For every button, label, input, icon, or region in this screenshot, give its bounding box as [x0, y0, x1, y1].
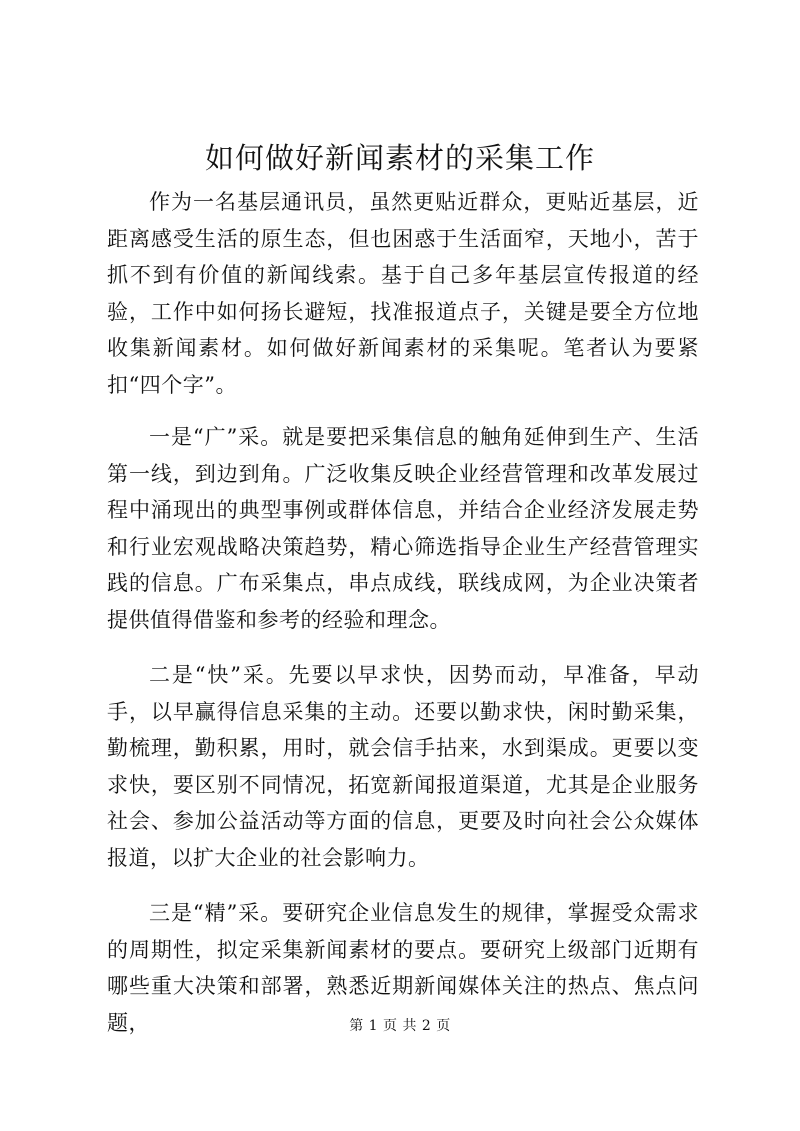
- page-number-footer: 第 1 页 共 2 页: [349, 1018, 451, 1034]
- document-body: [107, 184, 699, 1060]
- paragraph-intro: 作为一名基层通讯员，虽然更贴近群众，更贴近基层，近距离感受生活的原生态，但也困惑于生活面窄，天地小，苦于抓不到有价值的新闻线索。基于自己多年基层宣传报道的经验，工作中如何扬长避短，找准报道点子，关键是要全方位地收集新闻素材。如何做好新闻素材的采集呢。笔者认为要紧扣“四个字”。: [107, 190, 699, 397]
- paragraph-jing: 三是“精”采。要研究企业信息发生的规律，掌握受众需求的周期性，拟定采集新闻素材的要点。要研究上级部门近期有哪些重大决策和部署，熟悉近期新闻媒体关注的热点、焦点问题，: [107, 901, 699, 1035]
- document-title: 如何做好新闻素材的采集工作: [204, 141, 595, 175]
- paragraph-guang: 一是“广”采。就是要把采集信息的触角延伸到生产、生活第一线，到边到角。广泛收集反映企业经营管理和改革发展过程中涌现出的典型事例或群体信息，并结合企业经济发展走势和行业宏观战略决策趋势，精心筛选指导企业生产经营管理实践的信息。广布采集点，串点成线，联线成网，为企业决策者提供值得借鉴和参考的经验和理念。: [107, 425, 699, 632]
- paragraph-kuai: 二是“快”采。先要以早求快，因势而动，早准备，早动手，以早赢得信息采集的主动。还要以勤求快，闲时勤采集，勤梳理，勤积累，用时，就会信手拈来，水到渠成。更要以变求快，要区别不同情况，拓宽新闻报道渠道，尤其是企业服务社会、参加公益活动等方面的信息，更要及时向社会公众媒体报道，以扩大企业的社会影响力。: [107, 663, 699, 870]
